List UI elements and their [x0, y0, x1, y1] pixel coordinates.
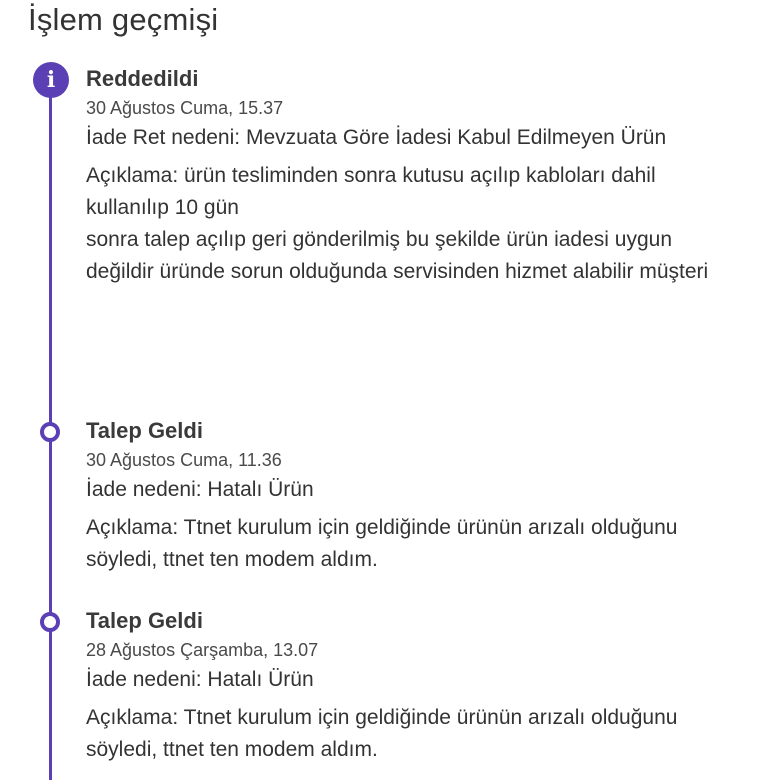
- entry-description: Açıklama: ürün tesliminden sonra kutusu açılıp kabloları dahil kullanılıp 10 gün sonra talep açılıp geri gönderilmiş bu şekilde ürün iadesi uygun değildir üründe sorun olduğunda servisinden hizmet alabilir müşteri: [86, 164, 709, 283]
- circle-ring-icon: [40, 422, 60, 442]
- entry-status: Talep Geldi: [86, 418, 203, 443]
- timeline-item: [86, 606, 746, 766]
- page-title: İşlem geçmişi: [28, 2, 219, 37]
- timeline-item: [86, 416, 746, 576]
- entry-date: 30 Ağustos Cuma, 11.36: [86, 450, 282, 470]
- entry-status: Reddedildi: [86, 66, 199, 91]
- circle-ring-icon: [40, 612, 60, 632]
- entry-date: 30 Ağustos Cuma, 15.37: [86, 98, 284, 118]
- entry-reason: İade Ret nedeni: Mevzuata Göre İadesi Kabul Edilmeyen Ürün: [86, 126, 667, 149]
- timeline-item: [86, 64, 746, 288]
- entry-description: Açıklama: Ttnet kurulum için geldiğinde ürünün arızalı olduğunu söyledi, ttnet ten modem aldım.: [86, 516, 678, 571]
- entry-description: Açıklama: Ttnet kurulum için geldiğinde ürünün arızalı olduğunu söyledi, ttnet ten modem aldım.: [86, 706, 678, 761]
- entry-status: Talep Geldi: [86, 608, 203, 633]
- entry-reason: İade nedeni: Hatalı Ürün: [86, 478, 314, 501]
- entry-date: 28 Ağustos Çarşamba, 13.07: [86, 640, 319, 660]
- entry-reason: İade nedeni: Hatalı Ürün: [86, 668, 314, 691]
- info-icon: i: [33, 62, 69, 98]
